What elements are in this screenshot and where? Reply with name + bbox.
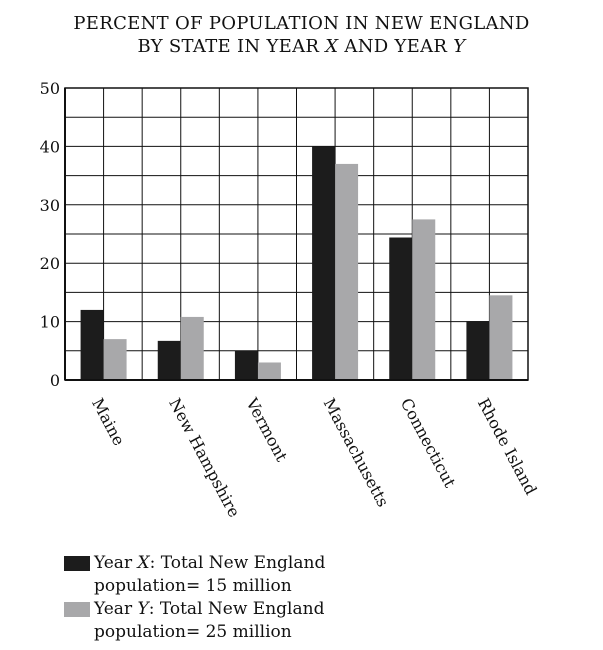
- title-var-y: Y: [453, 36, 466, 57]
- legend-label-year-y-suffix: : Total New England: [148, 599, 325, 619]
- legend-item-year-x: [64, 552, 325, 598]
- legend-label-year-y-var: Y: [137, 599, 149, 619]
- legend-swatch-year-y: [64, 602, 90, 617]
- bar-year-x-maine: [81, 310, 104, 380]
- legend-label-year-x-prefix: Year: [94, 553, 138, 573]
- title-text-b: AND YEAR: [338, 36, 454, 57]
- bar-year-x-connecticut: [389, 238, 412, 380]
- bar-year-y-new-hampshire: [181, 317, 204, 380]
- bar-year-x-vermont: [235, 351, 258, 380]
- bar-year-y-maine: [104, 339, 127, 380]
- title-text-a: BY STATE IN YEAR: [137, 36, 326, 57]
- y-tick-label: 30: [39, 195, 60, 215]
- bar-year-x-massachusetts: [312, 146, 335, 380]
- chart-title-line-1: PERCENT OF POPULATION IN NEW ENGLAND: [73, 13, 530, 34]
- bar-year-y-rhode-island: [489, 295, 512, 380]
- legend-label-year-y-line2: population= 25 million: [94, 622, 292, 642]
- legend-swatch-year-x: [64, 556, 90, 571]
- bar-year-x-new-hampshire: [158, 341, 181, 380]
- legend-label-year-x-line2: population= 15 million: [94, 576, 292, 596]
- bar-year-y-vermont: [258, 362, 281, 380]
- legend-label-year-y-prefix: Year: [94, 599, 138, 619]
- legend-label-year-x-var: X: [137, 553, 150, 573]
- legend: [64, 552, 325, 644]
- y-tick-label: 40: [39, 137, 60, 157]
- legend-label-year-x-suffix: : Total New England: [149, 553, 326, 573]
- title-var-x: X: [325, 36, 339, 57]
- bar-year-y-connecticut: [412, 219, 435, 380]
- y-tick-label: 20: [39, 254, 60, 274]
- y-tick-label: 50: [39, 79, 60, 98]
- x-category-label: Maine: [88, 394, 129, 449]
- y-tick-label: 10: [39, 312, 60, 332]
- y-tick-label: 0: [49, 371, 60, 390]
- x-category-label: New Hampshire: [165, 394, 244, 521]
- bar-year-x-rhode-island: [466, 321, 489, 380]
- legend-item-year-y: [64, 598, 325, 644]
- x-category-label: Massachusetts: [319, 394, 393, 511]
- x-category-label: Rhode Island: [473, 394, 541, 498]
- x-category-label: Vermont: [242, 394, 292, 465]
- x-category-label: Connecticut: [396, 394, 460, 491]
- bar-year-y-massachusetts: [335, 164, 358, 380]
